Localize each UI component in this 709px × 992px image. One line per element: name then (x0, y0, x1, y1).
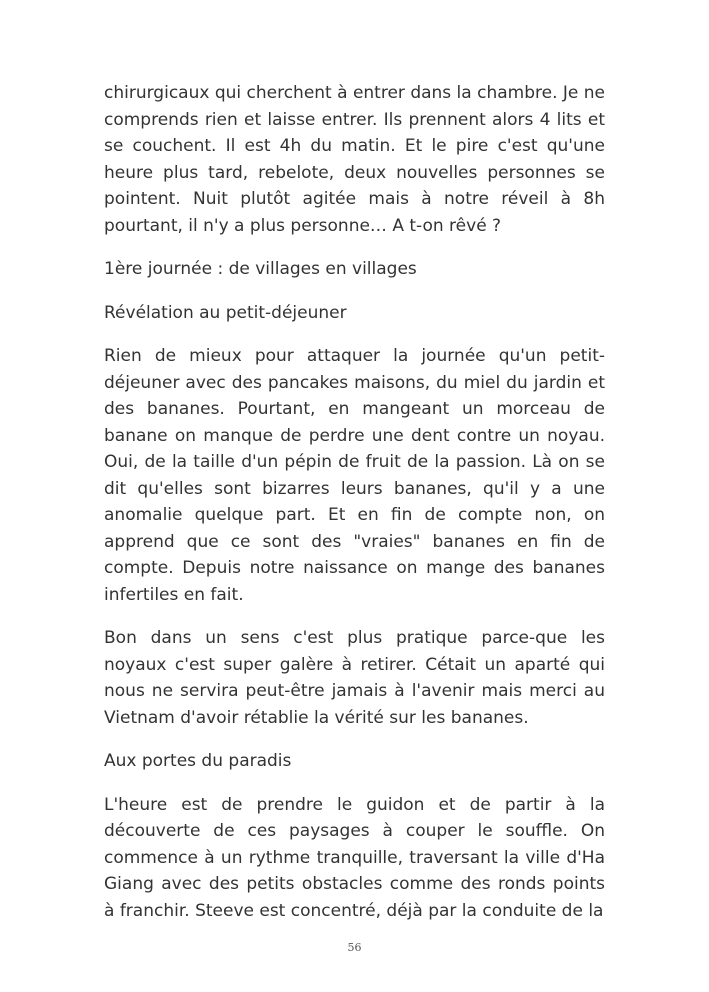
body-paragraph: Rien de mieux pour attaquer la journée qu'un petit-déjeuner avec des pancakes maisons, du miel du jardin et des bananes. Pourtant, en mangeant un morceau de banane on manque de perdre une dent contre un noyau. Oui, de la taille d'un pépin de fruit de la passion. Là on se dit qu'elles sont bizarres leurs bananes, qu'il y a une anomalie quelque part. Et en fin de compte non, on apprend que ce sont des "vraies" bananes en fin de compte. Depuis notre naissance on mange des bananes infertiles en fait. (104, 346, 605, 605)
section-heading: 1ère journée : de villages en villages (104, 259, 417, 279)
body-paragraph: chirurgicaux qui cherchent à entrer dans la chambre. Je ne comprends rien et laisse entrer. Ils prennent alors 4 lits et se couchent. Il est 4h du matin. Et le pire c'est qu'une heure plus tard, rebelote, deux nouvelles personnes se pointent. Nuit plutôt agitée mais à notre réveil à 8h pourtant, il n'y a plus personne… A t-on rêvé ? (104, 83, 605, 236)
body-paragraph: Bon dans un sens c'est plus pratique parce-que les noyaux c'est super galère à retirer. Cétait un aparté qui nous ne servira peut-être jamais à l'avenir mais merci au Vietnam d'avoir rétablie la vérité sur les bananes. (104, 628, 605, 728)
body-paragraph: L'heure est de prendre le guidon et de partir à la découverte de ces paysages à couper le souffle. On commence à un rythme tranquille, traversant la ville d'Ha Giang avec des petits obstacles comme des ronds points à franchir. Steeve est concentré, déjà par la conduite de la (104, 794, 605, 921)
page-number: 56 (347, 941, 362, 954)
section-heading: Révélation au petit-déjeuner (104, 302, 347, 323)
page-body (104, 80, 605, 941)
section-heading: Aux portes du paradis (104, 751, 292, 771)
